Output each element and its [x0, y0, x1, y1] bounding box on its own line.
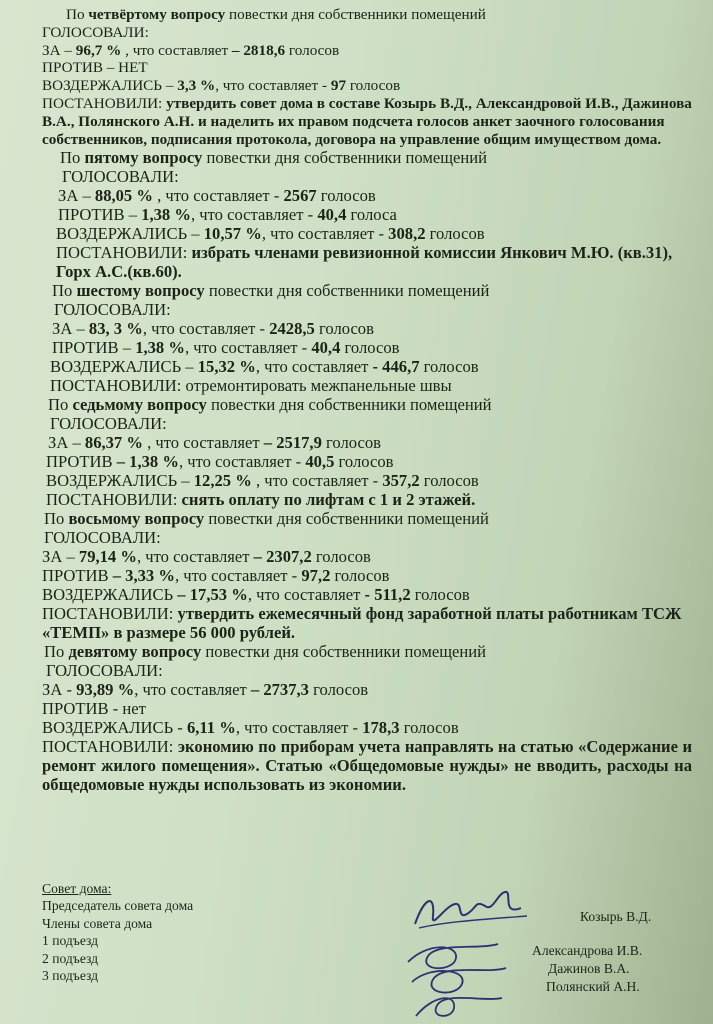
- q8-voted: ГОЛОСОВАЛИ:: [44, 528, 161, 548]
- signature-chair-icon: [405, 886, 535, 936]
- entrance-2: 2 подъезд: [42, 950, 99, 966]
- q6-voted: ГОЛОСОВАЛИ:: [54, 300, 171, 320]
- members-label: Члены совета дома: [42, 915, 153, 931]
- entrance-1: 1 подъезд: [42, 933, 99, 949]
- q4-decision: ПОСТАНОВИЛИ: утвердить совет дома в составе Козырь В.Д., Александровой И.В., Дажинова В.А., Полянского А.Н. и наделить их правом подсчета голосов анкет заочного голосования собственников, подписания протокола, договора на управление общим имуществом дома.: [42, 94, 692, 148]
- q6-against: ПРОТИВ – 1,38 %, что составляет - 40,4 голосов: [52, 338, 400, 358]
- q6-decision: ПОСТАНОВИЛИ: отремонтировать межпанельные швы: [50, 376, 452, 396]
- q9-decision: ПОСТАНОВИЛИ: экономию по приборам учета направлять на статью «Содержание и ремонт жилого помещения». Статью «Общедомовые нужды» не вводить, расходы на общедомовые нужды использовать из экономии.: [42, 737, 692, 795]
- signatures-block: [0, 880, 713, 1024]
- q7-intro: По седьмому вопросу повестки дня собственники помещений: [48, 395, 492, 415]
- name-member-2: Дажинов В.А.: [548, 961, 630, 976]
- q6-abstained: ВОЗДЕРЖАЛИСЬ – 15,32 %, что составляет - 446,7 голосов: [50, 357, 479, 377]
- q7-decision: ПОСТАНОВИЛИ: снять оплату по лифтам с 1 и 2 этажей.: [46, 490, 476, 510]
- q5-intro: По пятому вопросу повестки дня собственники помещений: [60, 148, 488, 168]
- q4-voted: ГОЛОСОВАЛИ:: [42, 23, 149, 41]
- q5-for: ЗА – 88,05 % , что составляет - 2567 голосов: [58, 186, 376, 206]
- q8-against: ПРОТИВ – 3,33 %, что составляет - 97,2 голосов: [42, 566, 390, 586]
- signature-members-icon: [398, 932, 518, 1024]
- q5-decision: ПОСТАНОВИЛИ: избрать членами ревизионной комиссии Янкович М.Ю. (кв.31), Горх А.С.(кв.60).: [56, 243, 673, 282]
- name-member-1: Александрова И.В.: [532, 943, 643, 958]
- q9-intro: По девятому вопросу повестки дня собственники помещений: [44, 642, 486, 662]
- q4-abstained: ВОЗДЕРЖАЛИСЬ – 3,3 %, что составляет - 97 голосов: [42, 77, 401, 95]
- council-heading: Совет дома:: [42, 881, 112, 896]
- q4-against: ПРОТИВ – НЕТ: [42, 59, 148, 77]
- q5-abstained: ВОЗДЕРЖАЛИСЬ – 10,57 %, что составляет - 308,2 голосов: [56, 224, 485, 244]
- name-chair: Козырь В.Д.: [580, 909, 652, 924]
- q7-against: ПРОТИВ – 1,38 %, что составляет - 40,5 голосов: [46, 452, 394, 472]
- q9-voted: ГОЛОСОВАЛИ:: [46, 661, 163, 681]
- q7-for: ЗА – 86,37 % , что составляет – 2517,9 голосов: [48, 433, 381, 453]
- q4-for: ЗА – 96,7 % , что составляет – 2818,6 голосов: [42, 41, 340, 59]
- q5-against: ПРОТИВ – 1,38 %, что составляет - 40,4 голоса: [58, 205, 397, 225]
- q9-for: ЗА - 93,89 %, что составляет – 2737,3 голосов: [42, 680, 369, 700]
- q4-intro: По четвёртому вопросу повестки дня собственники помещений: [66, 6, 486, 23]
- q8-decision: ПОСТАНОВИЛИ: утвердить ежемесячный фонд заработной платы работникам ТСЖ «ТЕМП» в размере 56 000 рублей.: [42, 604, 682, 643]
- name-member-3: Полянский А.Н.: [546, 979, 640, 994]
- entrance-3: 3 подъезд: [42, 968, 99, 984]
- q8-abstained: ВОЗДЕРЖАЛИСЬ – 17,53 %, что составляет - 511,2 голосов: [42, 585, 470, 605]
- q8-for: ЗА – 79,14 %, что составляет – 2307,2 голосов: [42, 547, 371, 567]
- q6-for: ЗА – 83, 3 %, что составляет - 2428,5 голосов: [52, 319, 374, 339]
- q7-voted: ГОЛОСОВАЛИ:: [50, 414, 167, 434]
- q8-intro: По восьмому вопросу повестки дня собственники помещений: [44, 509, 489, 529]
- q6-intro: По шестому вопросу повестки дня собственники помещений: [52, 281, 490, 301]
- q9-abstained: ВОЗДЕРЖАЛИСЬ - 6,11 %, что составляет - 178,3 голосов: [42, 718, 459, 738]
- council-list: [42, 880, 193, 984]
- q5-voted: ГОЛОСОВАЛИ:: [62, 167, 179, 187]
- q9-against: ПРОТИВ - нет: [42, 699, 146, 719]
- q7-abstained: ВОЗДЕРЖАЛИСЬ – 12,25 % , что составляет - 357,2 голосов: [46, 471, 479, 491]
- chair-label: Председатель совета дома: [42, 898, 194, 914]
